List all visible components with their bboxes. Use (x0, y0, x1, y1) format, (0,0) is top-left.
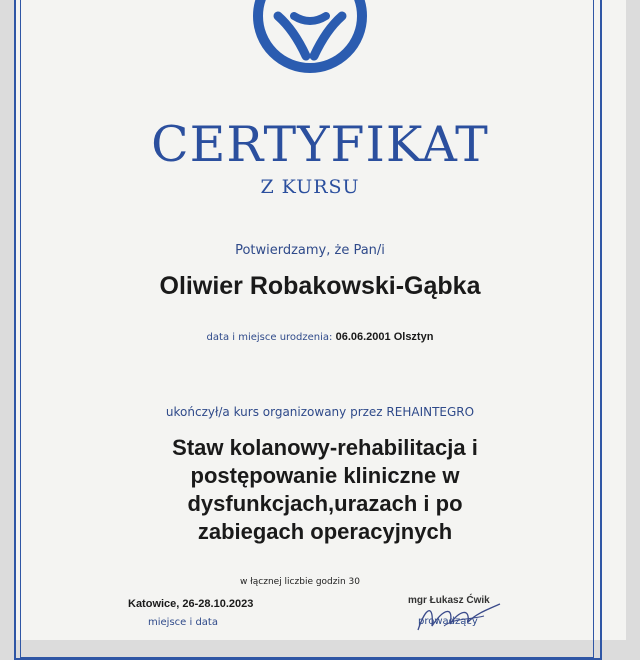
course-title (120, 434, 530, 546)
hours-text: w łącznej liczbie godzin 30 (239, 577, 361, 587)
place-date-label: miejsce i data (148, 617, 218, 628)
instructor-name: mgr Łukasz Ćwik (408, 595, 490, 606)
certificate-title: CERTYFIKAT (151, 116, 489, 173)
course-title-line: dysfunkcjach,urazach i po (187, 491, 463, 516)
course-title-line: Staw kolanowy-rehabilitacja i (172, 435, 478, 460)
completed-text: ukończył/a kurs organizowany przez REHAINTEGRO (165, 405, 475, 419)
inner-border (20, 0, 594, 658)
course-title-line: zabiegach operacyjnych (197, 519, 453, 544)
confirmation-text: Potwierdzamy, że Pan/i (235, 243, 385, 258)
place-date-value: Katowice, 26-28.10.2023 (128, 598, 254, 610)
instructor-label: prowadzący (418, 616, 478, 627)
birth-value: 06.06.2001 Olsztyn (335, 331, 434, 343)
certificate-subtitle: Z KURSU (260, 176, 360, 198)
recipient-name: Oliwier Robakowski-Gąbka (159, 272, 481, 300)
birth-label: data i miejsce urodzenia: (206, 332, 333, 343)
course-title-line: postępowanie kliniczne w (190, 463, 460, 488)
birth-info (0, 331, 640, 343)
logo-icon (248, 0, 372, 78)
